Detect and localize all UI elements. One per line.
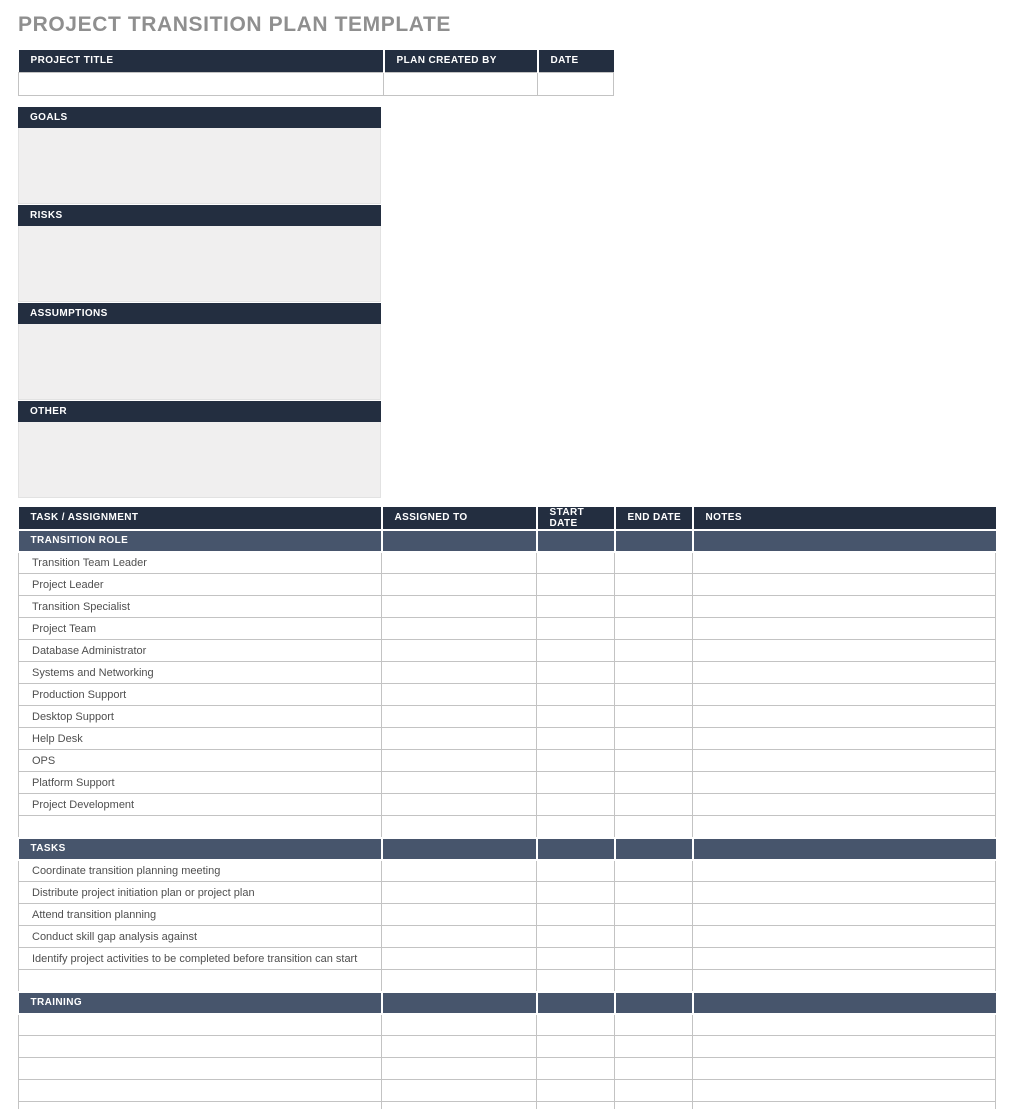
col-header-end-date: END DATE: [615, 507, 693, 530]
section-assumptions-header: ASSUMPTIONS: [18, 303, 381, 324]
task-row-transition-specialist: [19, 596, 996, 618]
blank-row: [19, 1058, 996, 1080]
blank-row-cell[interactable]: [693, 1080, 996, 1102]
group-header-training-cell: [615, 992, 693, 1014]
task-row-identify-project-activities-to-be-completed-before-transition-can-start: [19, 948, 996, 970]
blank-row-label-cell[interactable]: [19, 816, 382, 838]
blank-row: [19, 1036, 996, 1058]
blank-row-cell[interactable]: [382, 1058, 537, 1080]
task-row-systems-and-networking-cell[interactable]: [537, 662, 615, 684]
task-row-desktop-support-cell[interactable]: [615, 706, 693, 728]
blank-row-cell[interactable]: [382, 1036, 537, 1058]
task-row-project-team-cell[interactable]: [382, 618, 537, 640]
group-header-tasks-cell: [537, 838, 615, 860]
task-row-coordinate-transition-planning-meeting: [19, 860, 996, 882]
task-row-ops-cell[interactable]: [537, 750, 615, 772]
blank-row-cell[interactable]: [382, 1102, 537, 1109]
task-row-database-administrator-label-cell[interactable]: Database Administrator: [19, 640, 382, 662]
task-row-platform-support: [19, 772, 996, 794]
task-row-transition-specialist-cell[interactable]: [537, 596, 615, 618]
task-row-database-administrator: [19, 640, 996, 662]
task-row-desktop-support-cell[interactable]: [693, 706, 996, 728]
task-row-project-development-cell[interactable]: [615, 794, 693, 816]
task-row-project-team-cell[interactable]: [693, 618, 996, 640]
blank-row-cell[interactable]: [382, 816, 537, 838]
task-row-systems-and-networking-cell[interactable]: [615, 662, 693, 684]
group-header-tasks-label-cell: TASKS: [19, 838, 382, 860]
task-table-header-row: [19, 507, 996, 530]
blank-row-cell[interactable]: [382, 970, 537, 992]
blank-row-cell[interactable]: [693, 1058, 996, 1080]
task-row-conduct-skill-gap-analysis-against-cell[interactable]: [382, 926, 537, 948]
blank-row: [19, 1014, 996, 1036]
task-row-platform-support-label-cell[interactable]: Platform Support: [19, 772, 382, 794]
blank-row-cell[interactable]: [615, 1102, 693, 1109]
task-row-project-leader-label-cell[interactable]: Project Leader: [19, 574, 382, 596]
group-header-training-cell: [537, 992, 615, 1014]
task-row-desktop-support-label-cell[interactable]: Desktop Support: [19, 706, 382, 728]
task-row-transition-team-leader-cell[interactable]: [615, 552, 693, 574]
group-header-training: [19, 992, 996, 1014]
task-row-desktop-support: [19, 706, 996, 728]
task-row-production-support: [19, 684, 996, 706]
task-row-project-leader: [19, 574, 996, 596]
blank-row-cell[interactable]: [615, 970, 693, 992]
task-row-coordinate-transition-planning-meeting-cell[interactable]: [693, 860, 996, 882]
blank-row-cell[interactable]: [615, 1080, 693, 1102]
task-row-database-administrator-cell[interactable]: [615, 640, 693, 662]
task-row-help-desk-cell[interactable]: [615, 728, 693, 750]
blank-row-label-cell[interactable]: [19, 1036, 382, 1058]
task-table: [18, 507, 996, 1109]
task-row-production-support-label-cell[interactable]: Production Support: [19, 684, 382, 706]
blank-row-cell[interactable]: [615, 1014, 693, 1036]
date-cell[interactable]: [538, 72, 614, 95]
section-goals: [18, 107, 381, 204]
task-row-systems-and-networking-cell[interactable]: [693, 662, 996, 684]
group-header-transition-role-cell: [382, 530, 537, 552]
blank-row-label-cell[interactable]: [19, 1058, 382, 1080]
blank-row-cell[interactable]: [537, 970, 615, 992]
blank-row-cell[interactable]: [382, 1080, 537, 1102]
col-header-notes: NOTES: [693, 507, 996, 530]
task-row-attend-transition-planning-cell[interactable]: [382, 904, 537, 926]
task-row-help-desk-cell[interactable]: [693, 728, 996, 750]
task-row-help-desk-cell[interactable]: [537, 728, 615, 750]
blank-row-cell[interactable]: [537, 1036, 615, 1058]
task-row-ops: [19, 750, 996, 772]
task-row-transition-team-leader-cell[interactable]: [382, 552, 537, 574]
task-row-ops-label-cell[interactable]: OPS: [19, 750, 382, 772]
group-header-tasks-cell: [382, 838, 537, 860]
task-row-platform-support-cell[interactable]: [615, 772, 693, 794]
task-row-production-support-cell[interactable]: [615, 684, 693, 706]
col-header-start-date: START DATE: [537, 507, 615, 530]
col-header-assigned-to: ASSIGNED TO: [382, 507, 537, 530]
task-row-platform-support-cell[interactable]: [382, 772, 537, 794]
blank-row-cell[interactable]: [693, 1014, 996, 1036]
task-row-project-team-cell[interactable]: [537, 618, 615, 640]
task-row-coordinate-transition-planning-meeting-cell[interactable]: [382, 860, 537, 882]
task-row-transition-specialist-cell[interactable]: [615, 596, 693, 618]
blank-row: [19, 970, 996, 992]
task-row-ops-cell[interactable]: [615, 750, 693, 772]
task-row-platform-support-cell[interactable]: [537, 772, 615, 794]
task-row-database-administrator-cell[interactable]: [537, 640, 615, 662]
group-header-transition-role-cell: [615, 530, 693, 552]
group-header-transition-role-cell: [537, 530, 615, 552]
blank-row-cell[interactable]: [615, 1058, 693, 1080]
task-row-production-support-cell[interactable]: [693, 684, 996, 706]
task-row-desktop-support-cell[interactable]: [382, 706, 537, 728]
task-row-attend-transition-planning-cell[interactable]: [693, 904, 996, 926]
blank-row-cell[interactable]: [693, 816, 996, 838]
blank-row-label-cell[interactable]: [19, 1080, 382, 1102]
task-row-project-development-cell[interactable]: [693, 794, 996, 816]
task-row-ops-cell[interactable]: [382, 750, 537, 772]
task-row-identify-project-activities-to-be-completed-before-transition-can-start-cell[interactable]: [537, 948, 615, 970]
section-other-input[interactable]: [18, 422, 381, 498]
task-row-transition-team-leader-label-cell[interactable]: Transition Team Leader: [19, 552, 382, 574]
task-row-help-desk: [19, 728, 996, 750]
task-row-database-administrator-cell[interactable]: [382, 640, 537, 662]
task-row-project-leader-cell[interactable]: [537, 574, 615, 596]
task-row-project-development: [19, 794, 996, 816]
task-row-transition-team-leader: [19, 552, 996, 574]
group-header-transition-role-label-cell: TRANSITION ROLE: [19, 530, 382, 552]
blank-row-cell[interactable]: [537, 816, 615, 838]
section-risks-input[interactable]: [18, 226, 381, 302]
task-row-ops-cell[interactable]: [693, 750, 996, 772]
task-row-transition-specialist-cell[interactable]: [693, 596, 996, 618]
blank-row-cell[interactable]: [382, 1014, 537, 1036]
task-row-conduct-skill-gap-analysis-against: [19, 926, 996, 948]
task-row-platform-support-cell[interactable]: [693, 772, 996, 794]
task-row-distribute-project-initiation-plan-or-project-plan-cell[interactable]: [537, 882, 615, 904]
col-header-plan-created-by: PLAN CREATED BY: [384, 50, 538, 72]
section-goals-header: GOALS: [18, 107, 381, 128]
group-header-transition-role: [19, 530, 996, 552]
blank-row-label-cell[interactable]: [19, 970, 382, 992]
task-row-systems-and-networking-label-cell[interactable]: Systems and Networking: [19, 662, 382, 684]
task-row-identify-project-activities-to-be-completed-before-transition-can-start-cell[interactable]: [382, 948, 537, 970]
section-goals-input[interactable]: [18, 128, 381, 204]
task-row-conduct-skill-gap-analysis-against-cell[interactable]: [537, 926, 615, 948]
blank-row: [19, 816, 996, 838]
section-risks-header: RISKS: [18, 205, 381, 226]
task-row-attend-transition-planning: [19, 904, 996, 926]
task-row-coordinate-transition-planning-meeting-label-cell[interactable]: Coordinate transition planning meeting: [19, 860, 382, 882]
blank-row-cell[interactable]: [615, 816, 693, 838]
page-title: PROJECT TRANSITION PLAN TEMPLATE: [18, 13, 451, 36]
task-row-transition-team-leader-cell[interactable]: [537, 552, 615, 574]
task-row-distribute-project-initiation-plan-or-project-plan-cell[interactable]: [693, 882, 996, 904]
blank-row-cell[interactable]: [615, 1036, 693, 1058]
section-risks: [18, 205, 381, 302]
blank-row: [19, 1102, 996, 1109]
task-row-attend-transition-planning-cell[interactable]: [537, 904, 615, 926]
section-other: [18, 401, 381, 498]
blank-row-cell[interactable]: [537, 1102, 615, 1109]
task-row-transition-team-leader-cell[interactable]: [693, 552, 996, 574]
section-assumptions-input[interactable]: [18, 324, 381, 400]
task-row-project-team-cell[interactable]: [615, 618, 693, 640]
task-row-project-team-label-cell[interactable]: Project Team: [19, 618, 382, 640]
task-row-transition-specialist-cell[interactable]: [382, 596, 537, 618]
blank-row-cell[interactable]: [693, 1036, 996, 1058]
text-sections: [18, 107, 1016, 498]
blank-row-label-cell[interactable]: [19, 1102, 382, 1109]
task-row-project-leader-cell[interactable]: [693, 574, 996, 596]
task-row-project-development-cell[interactable]: [537, 794, 615, 816]
info-table: [18, 50, 614, 96]
task-row-transition-specialist-label-cell[interactable]: Transition Specialist: [19, 596, 382, 618]
task-row-production-support-cell[interactable]: [537, 684, 615, 706]
section-assumptions: [18, 303, 381, 400]
task-row-distribute-project-initiation-plan-or-project-plan-cell[interactable]: [615, 882, 693, 904]
task-row-distribute-project-initiation-plan-or-project-plan-label-cell[interactable]: Distribute project initiation plan or project plan: [19, 882, 382, 904]
col-header-date: DATE: [538, 50, 614, 72]
task-row-project-leader-cell[interactable]: [382, 574, 537, 596]
blank-row-cell[interactable]: [537, 1058, 615, 1080]
blank-row-cell[interactable]: [693, 970, 996, 992]
task-row-conduct-skill-gap-analysis-against-cell[interactable]: [615, 926, 693, 948]
group-header-transition-role-cell: [693, 530, 996, 552]
info-table-header-row: [19, 50, 614, 72]
blank-row-label-cell[interactable]: [19, 1014, 382, 1036]
task-row-database-administrator-cell[interactable]: [693, 640, 996, 662]
task-row-help-desk-cell[interactable]: [382, 728, 537, 750]
task-row-project-leader-cell[interactable]: [615, 574, 693, 596]
task-row-project-development-label-cell[interactable]: Project Development: [19, 794, 382, 816]
blank-row-cell[interactable]: [537, 1080, 615, 1102]
col-header-task-assignment: TASK / ASSIGNMENT: [19, 507, 382, 530]
group-header-training-cell: [382, 992, 537, 1014]
task-row-attend-transition-planning-label-cell[interactable]: Attend transition planning: [19, 904, 382, 926]
col-header-project-title: PROJECT TITLE: [19, 50, 384, 72]
task-row-coordinate-transition-planning-meeting-cell[interactable]: [615, 860, 693, 882]
section-other-header: OTHER: [18, 401, 381, 422]
plan-created-by-cell[interactable]: [384, 72, 538, 95]
project-title-cell[interactable]: [19, 72, 384, 95]
task-row-distribute-project-initiation-plan-or-project-plan-cell[interactable]: [382, 882, 537, 904]
task-table-body: [19, 530, 996, 1109]
group-header-tasks-cell: [615, 838, 693, 860]
task-row-identify-project-activities-to-be-completed-before-transition-can-start-cell[interactable]: [693, 948, 996, 970]
info-table-value-row: [19, 72, 614, 95]
task-row-help-desk-label-cell[interactable]: Help Desk: [19, 728, 382, 750]
blank-row: [19, 1080, 996, 1102]
task-row-conduct-skill-gap-analysis-against-label-cell[interactable]: Conduct skill gap analysis against: [19, 926, 382, 948]
blank-row-cell[interactable]: [537, 1014, 615, 1036]
task-row-systems-and-networking-cell[interactable]: [382, 662, 537, 684]
task-row-distribute-project-initiation-plan-or-project-plan: [19, 882, 996, 904]
group-header-tasks-cell: [693, 838, 996, 860]
task-row-systems-and-networking: [19, 662, 996, 684]
blank-row-cell[interactable]: [693, 1102, 996, 1109]
task-row-attend-transition-planning-cell[interactable]: [615, 904, 693, 926]
task-row-conduct-skill-gap-analysis-against-cell[interactable]: [693, 926, 996, 948]
task-row-identify-project-activities-to-be-completed-before-transition-can-start-cell[interactable]: [615, 948, 693, 970]
task-row-production-support-cell[interactable]: [382, 684, 537, 706]
task-row-coordinate-transition-planning-meeting-cell[interactable]: [537, 860, 615, 882]
group-header-training-label-cell: TRAINING: [19, 992, 382, 1014]
task-row-project-team: [19, 618, 996, 640]
group-header-training-cell: [693, 992, 996, 1014]
task-row-desktop-support-cell[interactable]: [537, 706, 615, 728]
task-row-project-development-cell[interactable]: [382, 794, 537, 816]
task-row-identify-project-activities-to-be-completed-before-transition-can-start-label-cell[interactable]: Identify project activities to be completed before transition can start: [19, 948, 382, 970]
group-header-tasks: [19, 838, 996, 860]
